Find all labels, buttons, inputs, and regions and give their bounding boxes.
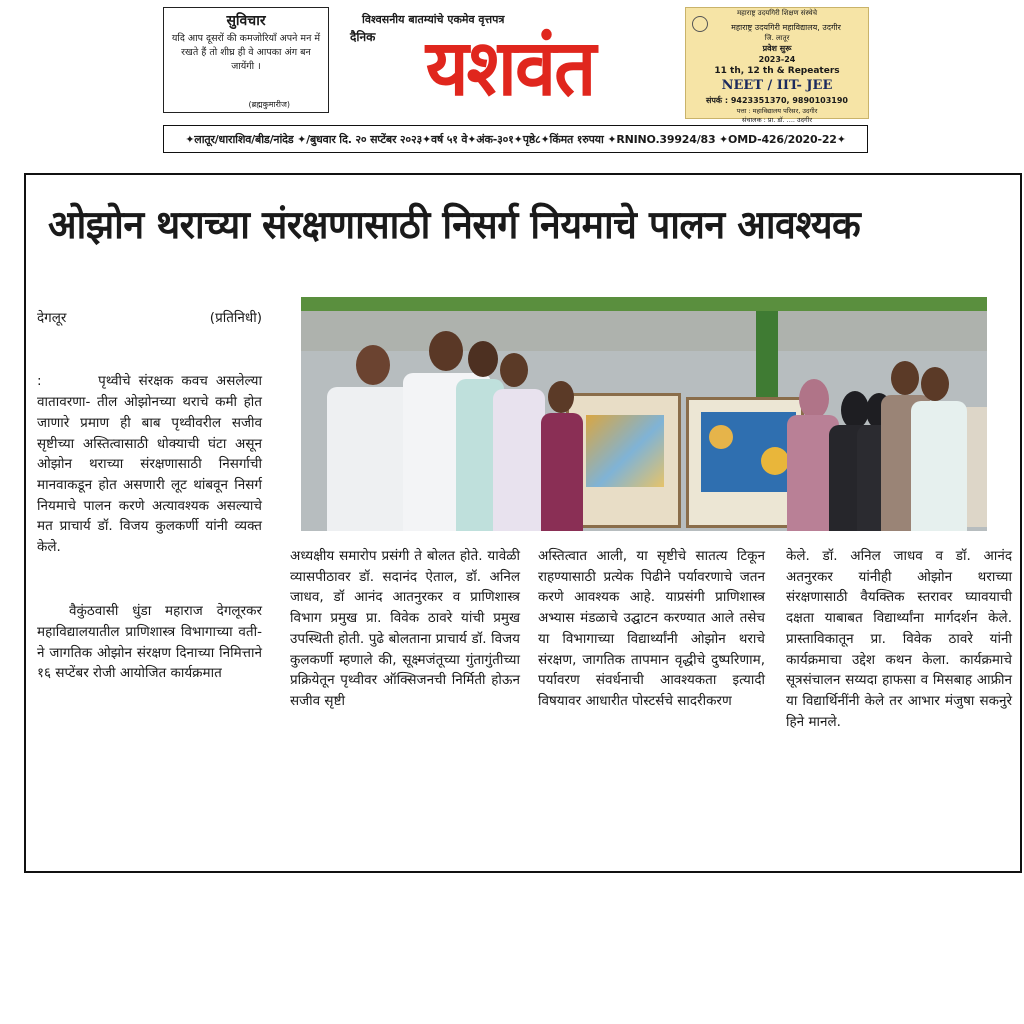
daily-label: दैनिक <box>350 30 376 44</box>
ad-year: 2023-24 <box>758 55 796 64</box>
col1-paragraph-1: : पृथ्वीचे संरक्षक कवच असलेल्या वातावरणा- तील ओझोनच्या थराचे कमी होत जाणारे प्रमाण ही बाब पृथ्वीवरील सजीव सृष्टीच्या अस्तित्वासाठी धोक्याची घंटा असून ओझोन थराच्या संरक्षणासाठी निसर्गाची मानवाकडून होत असणारी लूट थांबवून निसर्ग नियमाचे पालन करणे अत्यावश्यक असल्याचे मत प्राचार्य डॉ. विजय कुलकर्णी यांनी व्यक्त केले. <box>37 373 267 556</box>
poster-image <box>586 415 664 487</box>
thought-author: (ब्रह्मकुमारीज) <box>248 100 290 109</box>
ad-exam: NEET / IIT- JEE <box>721 78 833 93</box>
thought-of-the-day-box <box>163 7 329 113</box>
article-column-2: अध्यक्षीय समारोप प्रसंगी ते बोलत होते. यावेळी व्यासपीठावर डॉ. सदानंद ऐताल, डॉ. अनिल जाधव, डॉ आनंद आतनुरकर व प्राणिशास्त्र विभाग प्रमुख प्रा. विवेक ठावरे यांची प्रमुख उपस्थिती होती. पुढे बोलताना प्राचार्य डॉ. विजय कुलकर्णी म्हणाले की, सूक्ष्मजंतूच्या गुंतागुंतीच्या प्रक्रियेतून पृथ्वीवर ऑक्सिजनची निर्मिती होऊन सजीव सृष्टी <box>290 548 525 709</box>
ad-admission: प्रवेश सुरू <box>762 44 792 53</box>
ad-college-name: महाराष्ट्र उदयगिरी महाविद्यालय, उदगीर <box>731 23 841 32</box>
col1-paragraph-2: वैकुंठवासी धुंडा महाराज देगलूरकर महाविद्यालयातील प्राणिशास्त्र विभागाच्या वती- ने जागतिक ओझोन संरक्षण दिनाच्या निमित्ताने १६ सप्टेंबर रोजी आयोजित कार्यक्रमात <box>37 603 267 682</box>
dateline-source: (प्रतिनिधी) <box>209 310 262 326</box>
ad-top-line: महाराष्ट्र उदयगिरी शिक्षण संस्थेचे <box>736 9 818 17</box>
college-emblem-icon <box>692 16 708 32</box>
newspaper-tagline: विश्वसनीय बातम्यांचे एकमेव वृत्तपत्र <box>362 13 505 26</box>
college-advertisement <box>685 7 869 124</box>
article-column-1 <box>37 330 267 707</box>
thought-title: सुविचार <box>226 13 266 29</box>
dateline <box>37 308 262 326</box>
ad-address-1: पत्ता : महाविद्यालय परिसर, उदगीर <box>736 107 818 115</box>
ad-address-2: संचालक : प्रा. डॉ. .... उदगीर <box>741 116 813 124</box>
edition-info-bar: ✦लातूर/धाराशिव/बीड/नांदेड ✦/बुधवार दि. २० सप्टेंबर २०२३✦वर्ष ५१ वे✦अंक-३०१✦पृष्ठे८✦किंमत १रुपया ✦RNINO.39924/83 ✦OMD-426/2020-22✦ <box>163 125 868 153</box>
ad-phone: संपर्क : 9423351370, 9890103190 <box>705 96 849 105</box>
ad-district: जि. लातूर <box>764 34 790 42</box>
article-column-4: केले. डॉ. अनिल जाधव व डॉ. आनंद अतनुरकर यांनीही ओझोन थराच्या संरक्षणासाठी वैयक्तिक स्तरावर घ्यावयाची दक्षता याबाबत विद्यार्थ्यांना मार्गदर्शन केले. प्रास्ताविकातून प्रा. विवेक ठावरे यांनी कार्यक्रमाचा उद्देश कथन केला. कार्यक्रमाचे सूत्रसंचालन सय्यदा हाफसा व मिसबाह आफ्रीन या विद्यार्थिनींनी केले तर आभार मंजुषा सकनुरे हिने मानले. <box>786 548 1017 730</box>
article-headline: ओझोन थराच्या संरक्षणासाठी निसर्ग नियमाचे पालन आवश्यक <box>48 203 861 248</box>
event-photo <box>301 297 987 531</box>
dateline-place: देगलूर <box>37 310 67 326</box>
thought-text: यदि आप दूसरों की कमजोरियाँ अपने मन में रखते हैं तो शीघ्र ही वे आपका अंग बन जायेंगी । <box>171 33 321 72</box>
newspaper-logo: यशवंत <box>425 22 595 114</box>
ad-classes: 11 th, 12 th & Repeaters <box>714 66 840 76</box>
article-column-3: अस्तित्वात आली, या सृष्टीचे सातत्य टिकून राहण्यासाठी प्रत्येक पिढीने पर्यावरणाचे जतन करणे आवश्यक आहे. याप्रसंगी प्राणिशास्त्र अभ्यास मंडळाचे उद्घाटन करण्यात आले तसेच या विभागाच्या विद्यार्थ्यांनी ओझोन थराचे संरक्षण, जागतिक तापमान वृद्धीचे दुष्परिणाम, पर्यावरण संवर्धनाची आवश्यकता इत्यादी विषयावर आधारीत पोस्टर्सचे सादरीकरण <box>538 548 770 709</box>
